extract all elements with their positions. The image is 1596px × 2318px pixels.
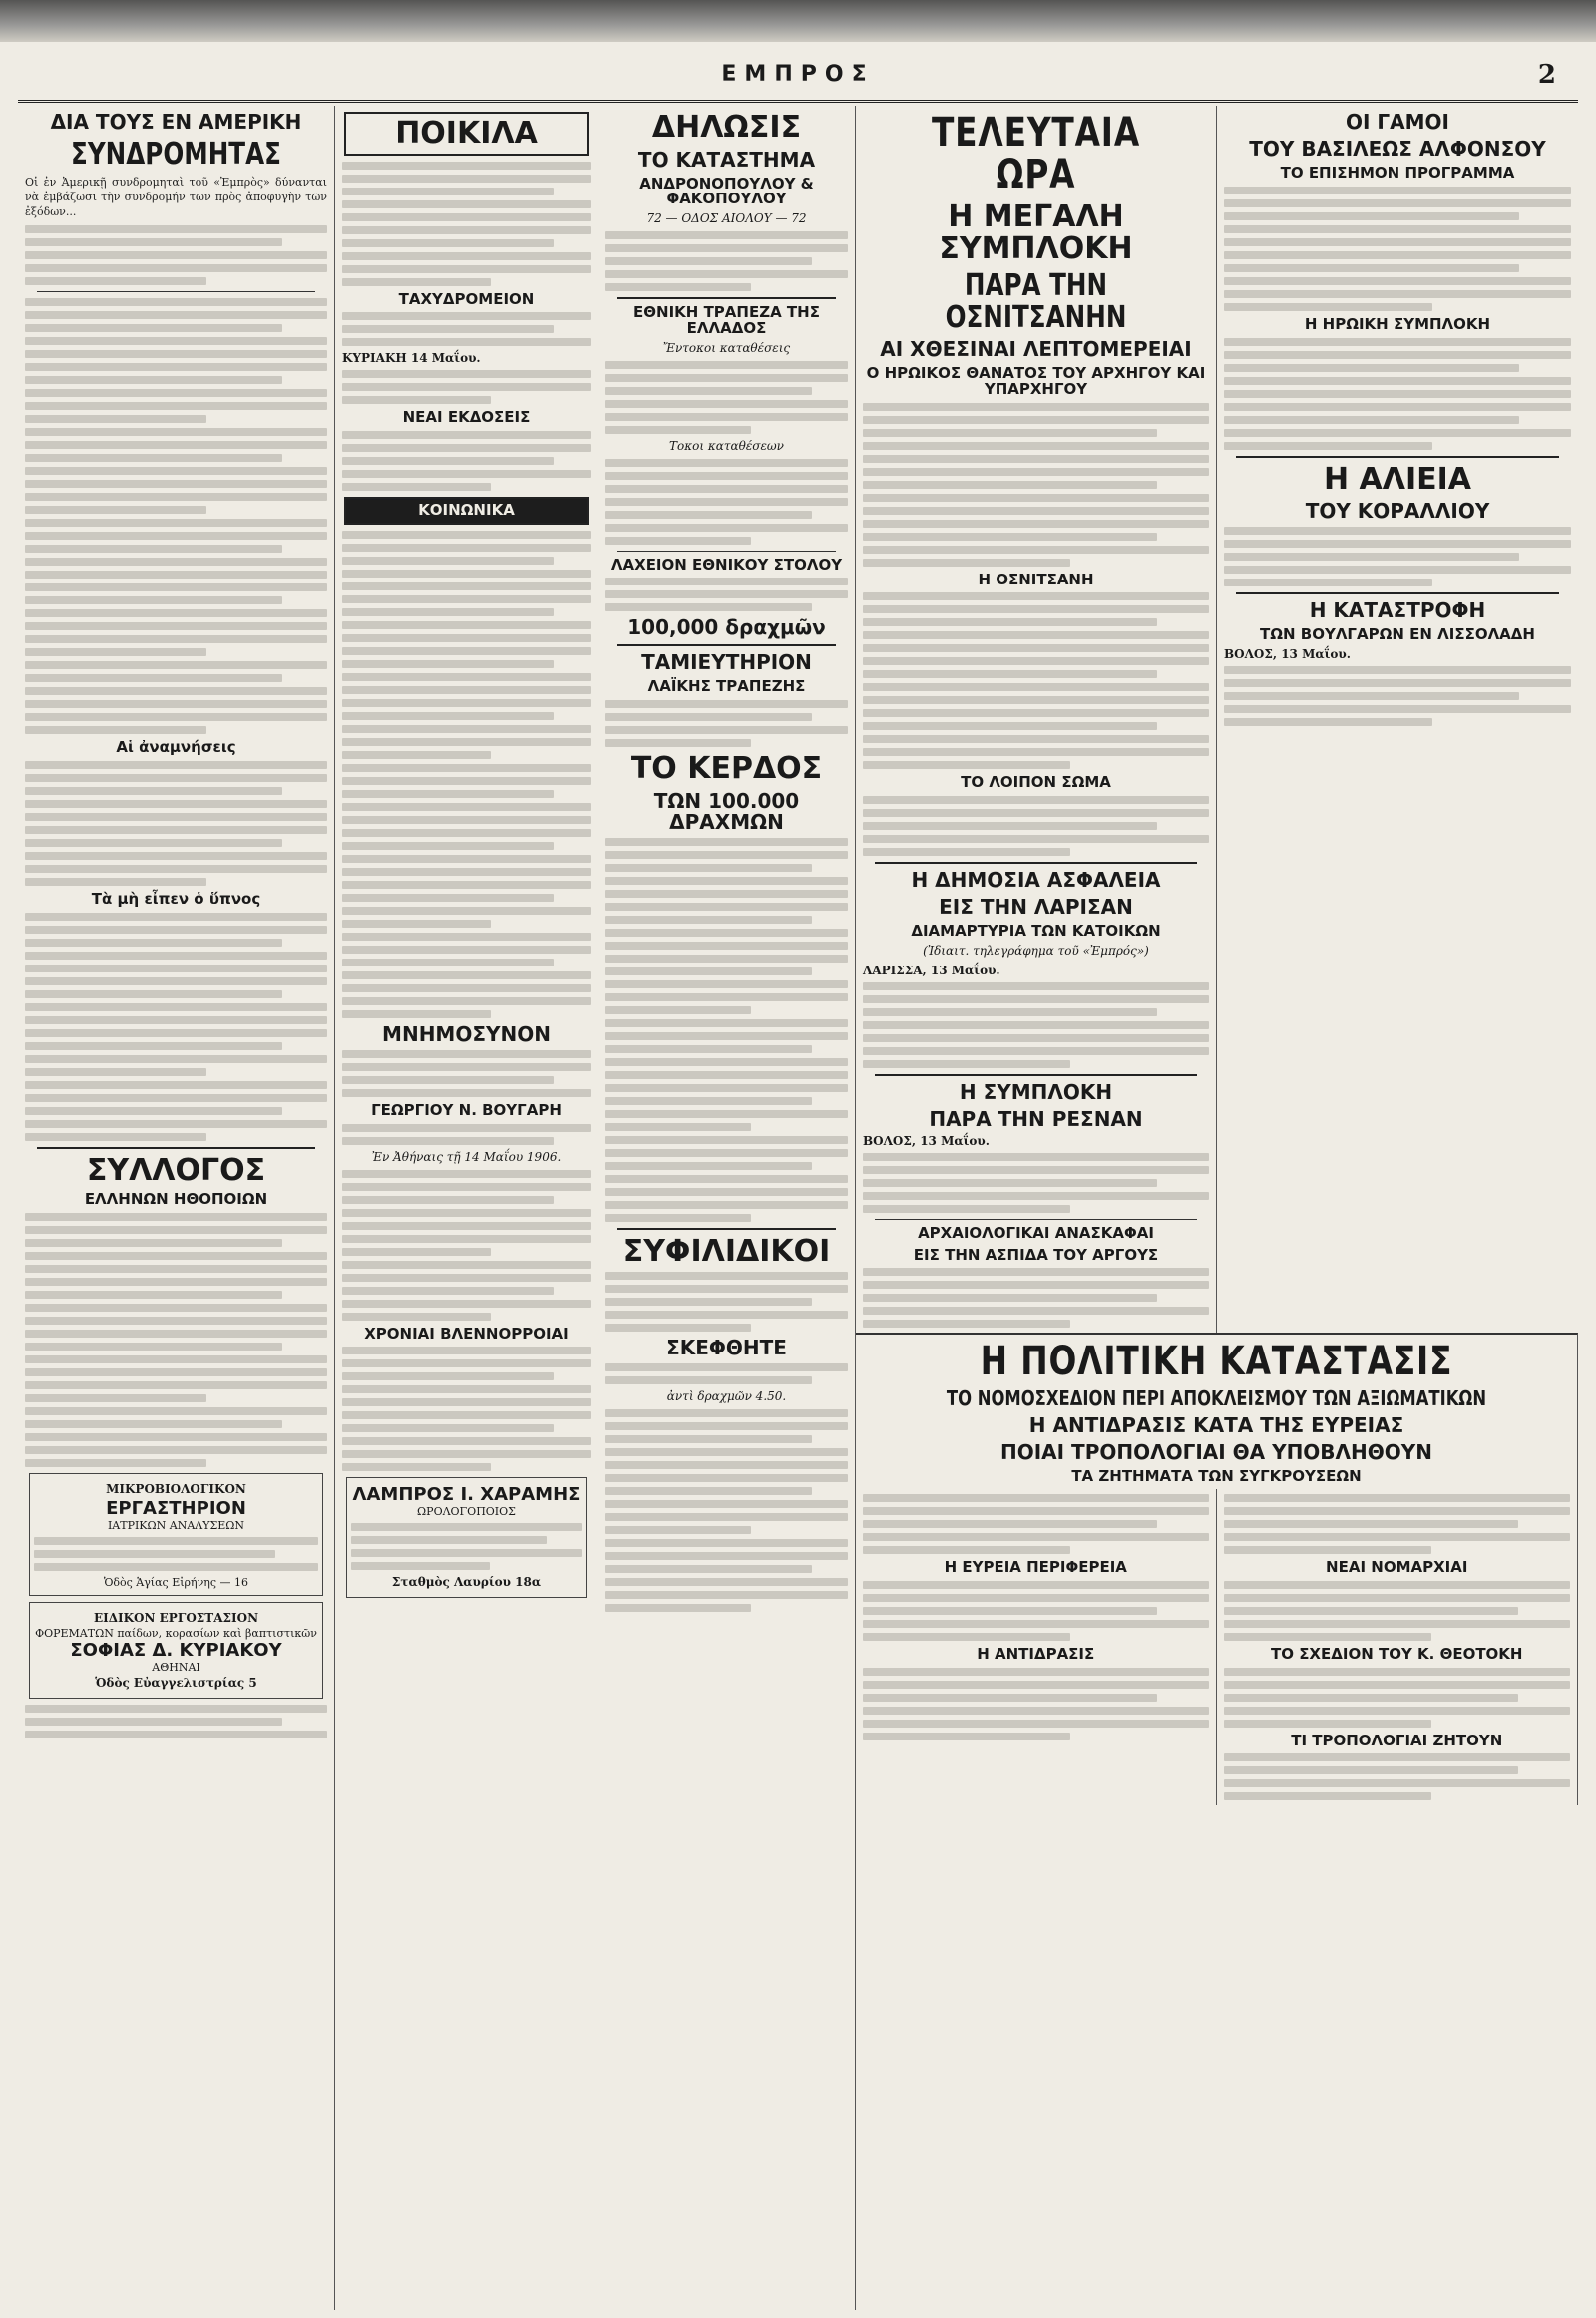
subhead-new-prefectures: ΝΕΑΙ ΝΟΜΑΡΧΙΑΙ [1326, 1558, 1468, 1576]
headline-argos: ΕΙΣ ΤΗΝ ΑΣΠΙΔΑ ΤΟΥ ΑΡΓΟΥΣ [913, 1245, 1159, 1264]
headline-bulgarians: ΤΩΝ ΒΟΥΛΓΑΡΩΝ ΕΝ ΛΙΣΣΟΛΑΔΗ [1260, 625, 1535, 643]
headline-larissa: ΕΙΣ ΤΗΝ ΛΑΡΙΣΑΝ [939, 895, 1133, 919]
social-box [344, 497, 589, 525]
headline-heroic-death: Ο ΗΡΩΙΚΟΣ ΘΑΝΑΤΟΣ ΤΟΥ ΑΡΧΗΓΟΥ ΚΑΙ ΥΠΑΡΧΗΓΟΥ [866, 364, 1206, 398]
headline-notice: ΔΗΛΩΣΙΣ [651, 110, 802, 145]
club-headline: ΣΥΛΛΟΓΟΣ [86, 1152, 266, 1188]
telegram-note: (Ἰδιαιτ. τηλεγράφημα τοῦ «Ἐμπρός») [923, 943, 1149, 958]
headline-prize-amount: ΤΩΝ 100.000 ΔΡΑΧΜΩΝ [653, 788, 800, 834]
headline-catastrophe: Η ΚΑΤΑΣΤΡΟΦΗ [1309, 598, 1486, 622]
dress-shop-advert [29, 1602, 323, 1699]
memorial-date: Ἐν Ἀθήναις τῇ 14 Μαΐου 1906. [371, 1149, 562, 1164]
headline-excavations: ΑΡΧΑΙΟΛΟΓΙΚΑΙ ΑΝΑΣΚΑΦΑΙ [918, 1223, 1154, 1242]
column-1 [18, 106, 335, 2310]
lab-title-2: ΕΡΓΑΣΤΗΡΙΟΝ [106, 1497, 246, 1519]
watchmaker-trade: ΩΡΟΛΟΓΟΠΟΙΟΣ [417, 1505, 516, 1519]
headline-fishing: Η ΑΛΙΕΙΑ [1323, 461, 1472, 497]
larissa-dateline: ΛΑΡΙΣΣΑ, 13 Μαΐου. [863, 963, 1000, 977]
club-name: ΕΛΛΗΝΩΝ ΗΘΟΠΟΙΩΝ [84, 1190, 268, 1209]
column-2 [335, 106, 598, 2310]
watchmaker-address: Σταθμὸς Λαυρίου 18α [391, 1575, 542, 1590]
headline-amendments: ΠΟΙΑΙ ΤΡΟΠΟΛΟΓΙΑΙ ΘΑ ΥΠΟΒΛΗΘΟΥΝ [999, 1440, 1432, 1465]
resna-dateline: ΒΟΛΟΣ, 13 Μαΐου. [863, 1133, 990, 1148]
subhead-heroic-clash: Η ΗΡΩΙΚΗ ΣΥΜΠΛΟΚΗ [1304, 314, 1491, 333]
lottery-amount: 100,000 δραχμῶν [627, 615, 826, 640]
headline-new-editions: ΝΕΑΙ ΕΚΔΟΣΕΙΣ [402, 408, 531, 427]
headline-memorial: ΜΝΗΜΟΣΥΝΟΝ [382, 1021, 551, 1046]
headline-great-clash: Η ΜΕΓΑΛΗ ΣΥΜΠΛΟΚΗ [939, 199, 1133, 266]
post-date: ΚΥΡΙΑΚΗ 14 Μαΐου. [342, 351, 481, 366]
headline-weddings: ΟΙ ΓΑΜΟΙ [1346, 110, 1449, 134]
volos-dateline: ΒΟΛΟΣ, 13 Μαΐου. [1224, 646, 1351, 661]
headline-think: ΣΚΕΦΘΗΤΕ [666, 1336, 787, 1359]
masthead-rule [18, 100, 1578, 103]
headline-resna-clash: Η ΣΥΜΠΛΟΚΗ [959, 1079, 1113, 1104]
subhead-osnitsani: Η ΟΣΝΙΤΣΑΝΗ [978, 570, 1094, 588]
watchmaker-advert [346, 1477, 587, 1598]
headline-protest: ΔΙΑΜΑΡΤΥΡΙΑ ΤΩΝ ΚΑΤΟΙΚΩΝ [911, 922, 1161, 940]
lab-title-3: ΙΑΤΡΙΚΩΝ ΑΝΑΛΥΣΕΩΝ [107, 1518, 245, 1532]
lab-title-1: ΜΙΚΡΟΒΙΟΛΟΓΙΚΟΝ [106, 1481, 246, 1496]
headline-osnitsani: ΠΑΡΑ ΤΗΝ ΟΣΝΙΤΣΑΝΗΝ [945, 268, 1127, 335]
time-deposits-label: Τοκοι καταθέσεων [669, 438, 784, 453]
subhead-wide-constituency: Η ΕΥΡΕΙΑ ΠΕΡΙΦΕΡΕΙΑ [944, 1558, 1127, 1576]
headline-post: ΤΑΧΥΔΡΟΜΕΙΟΝ [398, 289, 535, 308]
masthead [0, 62, 1596, 92]
headline-prize: ΤΟ ΚΕΡΔΟΣ [630, 751, 823, 786]
headline-savings: ΤΑΜΙΕΥΤΗΡΙΟΝ [641, 650, 812, 675]
politics-col-a [856, 1489, 1217, 1805]
headline-king-alfonso: ΤΟΥ ΒΑΣΙΛΕΩΣ ΑΛΦΟΝΣΟΥ [1249, 137, 1546, 161]
headline-resna: ΠΑΡΑ ΤΗΝ ΡΕΣΝΑΝ [929, 1106, 1143, 1131]
main-news-area [856, 106, 1578, 2310]
headline-reaction: Η ΑΝΤΙΔΡΑΣΙΣ ΚΑΤΑ ΤΗΣ ΕΥΡΕΙΑΣ [1028, 1413, 1404, 1438]
subhead-theotokis-plan: ΤΟ ΣΧΕΔΙΟΝ ΤΟΥ Κ. ΘΕΟΤΟΚΗ [1270, 1644, 1523, 1663]
miscellany-box [344, 112, 589, 156]
price-note: ἀντὶ δραχμῶν 4.50. [666, 1389, 787, 1403]
headline-syphilitics: ΣΥΦΙΛΙΔΙΚΟΙ [622, 1233, 831, 1269]
headline-america: ΔΙΑ ΤΟΥΣ ΕΝ ΑΜΕΡΙΚΗ [50, 110, 302, 134]
headline-peoples-bank: ΛΑΪΚΗΣ ΤΡΑΠΕΖΗΣ [647, 677, 806, 696]
headline-public-safety: Η ΔΗΜΟΣΙΑ ΑΣΦΑΛΕΙΑ [911, 868, 1161, 892]
shop-title-2: ΦΟΡΕΜΑΤΩΝ παίδων, κορασίων καὶ βαπτιστικῶν [35, 1626, 317, 1640]
main-news-top [856, 106, 1578, 1333]
subhead-sleep: Τὰ μὴ εἶπεν ὁ ὕπνος [91, 889, 261, 908]
headline-subscribers: ΣΥΝΔΡΟΜΗΤΑΣ [71, 137, 281, 172]
shop-title-1: ΕΙΔΙΚΟΝ ΕΡΓΟΣΤΑΣΙΟΝ [93, 1610, 259, 1625]
subscribers-text: Οἱ ἐν Ἀμερικῇ συνδρομηταὶ τοῦ «Ἐμπρὸς» δύνανται νὰ ἐμβάζωσι τὴν συνδρομήν των πρὸς ἀποφυγὴν τῶν ἐξόδων... [25, 175, 327, 218]
headline-coral: ΤΟΥ ΚΟΡΑΛΛΙΟΥ [1305, 499, 1490, 523]
scan-edge-shadow [0, 0, 1596, 42]
headline-national-bank: ΕΘΝΙΚΗ ΤΡΑΠΕΖΑ ΤΗΣ ΕΛΛΑΔΟΣ [633, 303, 820, 337]
store-owners: ΑΝΔΡΟΝΟΠΟΥΛΟΥ & ΦΑΚΟΠΟΥΛΟΥ [639, 174, 814, 208]
lab-address: Ὁδὸς Ἁγίας Εἰρήνης — 16 [103, 1575, 249, 1589]
headline-last-hour: ΤΕΛΕΥΤΑΙΑ ΩΡΑ [931, 110, 1141, 197]
headline-miscellany: ΠΟΙΚΙΛΑ [395, 116, 538, 151]
subhead-reaction: Η ΑΝΤΙΔΡΑΣΙΣ [977, 1644, 1095, 1663]
shop-address: Ὁδὸς Εὐαγγελιστρίας 5 [95, 1675, 257, 1690]
politics-col-b [1217, 1489, 1578, 1805]
politics-section [856, 1333, 1578, 1805]
headline-bill: ΤΟ ΝΟΜΟΣΧΕΔΙΟΝ ΠΕΡΙ ΑΠΟΚΛΕΙΣΜΟΥ ΤΩΝ ΑΞΙΩΜΑΤΙΚΩΝ [946, 1386, 1487, 1411]
shop-owner: ΣΟΦΙΑΣ Δ. ΚΥΡΙΑΚΟΥ [70, 1639, 282, 1661]
page-number: 2 [1537, 60, 1556, 90]
column-3 [598, 106, 856, 2310]
headline-fleet-lottery: ΛΑΧΕΙΟΝ ΕΘΝΙΚΟΥ ΣΤΟΛΟΥ [610, 555, 843, 574]
watchmaker-name: ΛΑΜΠΡΟΣ Ι. ΧΑΡΑΜΗΣ [352, 1484, 581, 1506]
deposits-label: Ἔντοκοι καταθέσεις [662, 340, 791, 355]
newspaper-title: ΕΜΠΡΟΣ [721, 62, 875, 87]
column-4 [856, 106, 1217, 1333]
subhead-amendments: ΤΙ ΤΡΟΠΟΛΟΓΙΑΙ ΖΗΤΟΥΝ [1291, 1731, 1503, 1749]
store-address: 72 — ΟΔΟΣ ΑΙΟΛΟΥ — 72 [646, 211, 807, 225]
lab-advert [29, 1473, 323, 1596]
headline-social: ΚΟΙΝΩΝΙΚΑ [418, 501, 515, 519]
columns [18, 106, 1578, 2310]
politics-columns [856, 1489, 1577, 1805]
headline-conflicts: ΤΑ ΖΗΤΗΜΑΤΑ ΤΩΝ ΣΥΓΚΡΟΥΣΕΩΝ [1071, 1467, 1362, 1486]
store-headline: ΤΟ ΚΑΤΑΣΤΗΜΑ [637, 147, 816, 172]
subhead-rest: ΤΟ ΛΟΙΠΟΝ ΣΩΜΑ [961, 773, 1111, 792]
memorial-name: ΓΕΩΡΓΙΟΥ Ν. ΒΟΥΓΑΡΗ [371, 1100, 562, 1119]
headline-programme: ΤΟ ΕΠΙΣΗΜΟΝ ΠΡΟΓΡΑΜΜΑ [1280, 164, 1515, 182]
headline-chronic: ΧΡΟΝΙΑΙ ΒΛΕΝΝΟΡΡΟΙΑΙ [364, 1324, 569, 1343]
subhead-memories: Αἱ ἀναμνήσεις [116, 738, 236, 757]
column-5 [1217, 106, 1578, 1333]
shop-city: ΑΘΗΝΑΙ [152, 1660, 200, 1674]
headline-details: ΑΙ ΧΘΕΣΙΝΑΙ ΛΕΠΤΟΜΕΡΕΙΑΙ [880, 337, 1192, 361]
headline-political-situation: Η ΠΟΛΙΤΙΚΗ ΚΑΤΑΣΤΑΣΙΣ [980, 1339, 1453, 1385]
